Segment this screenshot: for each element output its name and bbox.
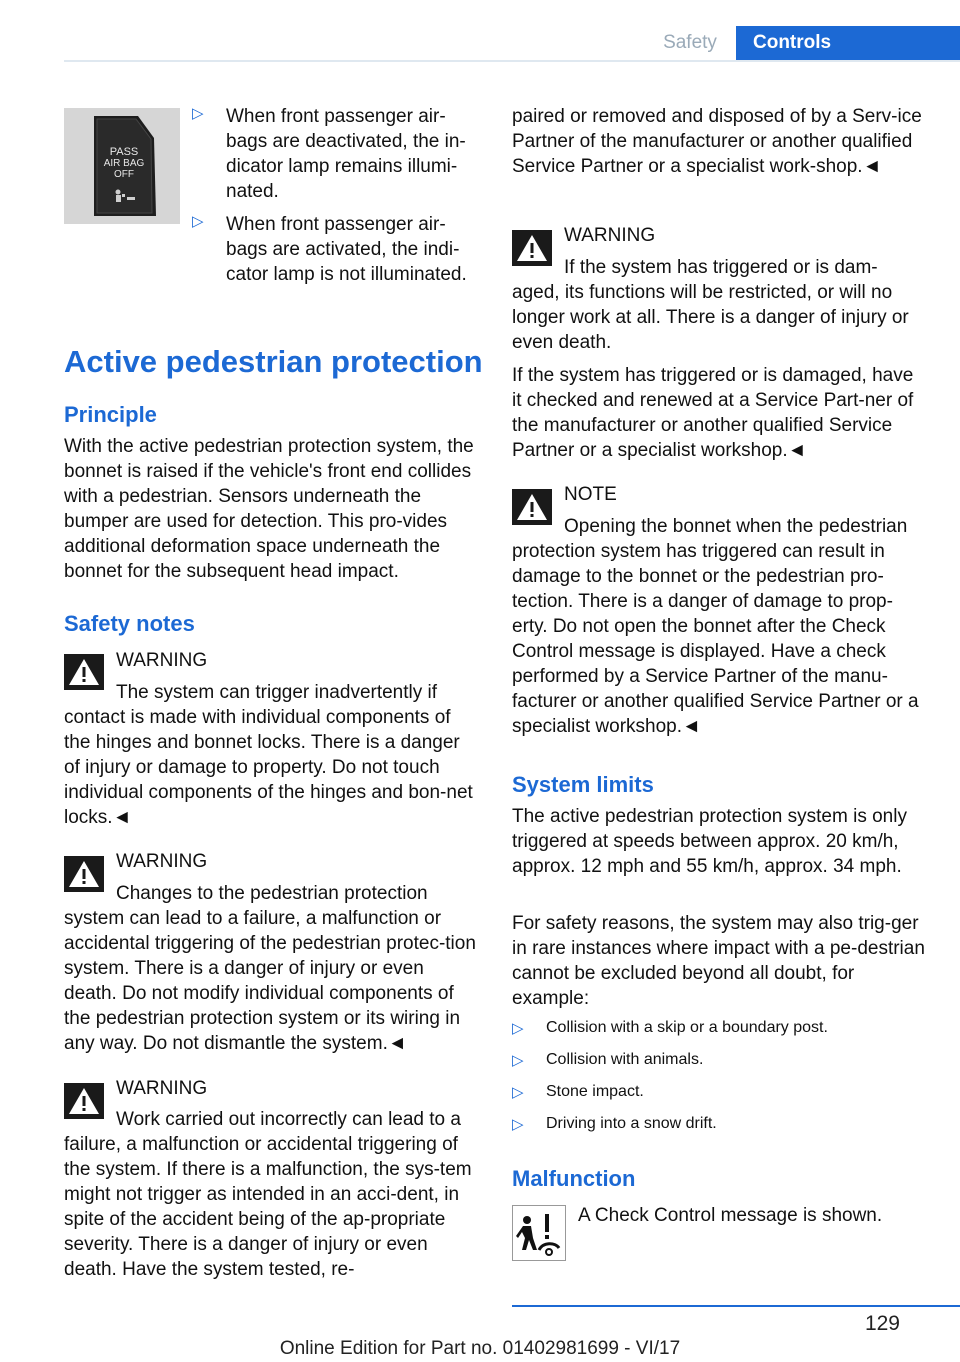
pedestrian-protection-warning-icon (512, 1205, 566, 1261)
system-limits-text2: For safety reasons, the system may also trig-ger in rare instances where impact with a pe-destrian cannot be excluded beyond all doubt, for example: (512, 913, 925, 1009)
airbag-indicator-image (64, 108, 180, 224)
bullet-triangle-icon: ▷ (512, 1052, 524, 1069)
airbag-lamp-icon (64, 108, 180, 224)
limits-bullet-2: ▷ Collision with animals. (512, 1051, 704, 1069)
system-limits-text: The active pedestrian protection system is only triggered at speeds between approx. 20 km/h, approx. 12 mph and 55 km/h, approx. 34 mph. (512, 806, 907, 877)
warning-label: WARNING (116, 650, 208, 671)
limits-bullet-1: ▷ Collision with a skip or a boundary post. (512, 1019, 828, 1037)
airbag-bullet-2: ▷ When front passenger air- bags are activated, the indi- cator lamp is not illuminated. (192, 213, 467, 285)
principle-heading: Principle (64, 402, 157, 427)
warning-label: WARNING (564, 225, 656, 246)
warning-text: Work carried out incorrectly can lead to a failure, a malfunction or accidental triggering of the system. If there is a malfunction, the sys-tem might not trigger as intended in an acci-dent, in spite of the accident being of the ap-propriate severity. There is a danger of injury or even death. Have the system tested, re- (64, 1109, 472, 1280)
system-limits-heading: System limits (512, 772, 654, 797)
malfunction-heading: Malfunction (512, 1166, 636, 1191)
safety-notes-heading: Safety notes (64, 611, 195, 636)
warning-text-rest: aged, its functions will be restricted, or will no longer work at all. There is a danger of injury or even death. (512, 282, 909, 353)
warning-text: The system can trigger inadvertently if contact is made with individual components of the hinges and bonnet locks. There is a danger of injury or damage to property. Do not touch individual components of the hinges and bon-net locks.◄ (64, 682, 473, 828)
warning-label: WARNING (116, 851, 208, 872)
bullet-triangle-icon: ▷ (192, 213, 204, 230)
airbag-lamp-line3: OFF (114, 169, 134, 180)
warning-para2: If the system has triggered or is damaged, have it checked and renewed at a Service Part-ner of the manufacturer or another qualified Service Partner or a specialist workshop.◄ (512, 365, 914, 461)
bullet-triangle-icon: ▷ (512, 1020, 524, 1037)
warning-text: Changes to the pedestrian protection system can lead to a failure, a malfunction or accidental triggering of the pedestrian protec-tion system. There is a danger of injury or even death. Do not modify individual components of the pedestrian protection system or its wiring in any way. Do not dismantle the system.◄ (64, 883, 476, 1054)
header-tab-controls: Controls (736, 26, 960, 60)
continued-text: paired or removed and disposed of by a Serv-ice Partner of the manufacturer or another qualified Service Partner or a specialist work-shop.◄ (512, 106, 922, 177)
header-rule (64, 60, 960, 62)
header-tab-safety: Safety (663, 32, 717, 53)
airbag-bullet-1: ▷ When front passenger air- bags are deactivated, the in- dicator lamp remains illumi- nated. (192, 105, 466, 202)
bullet-triangle-icon: ▷ (192, 105, 204, 122)
warning-text-line1: If the system has triggered or is dam- (564, 257, 878, 278)
footer-rule (512, 1305, 960, 1307)
airbag-lamp-line1: PASS (109, 146, 139, 158)
limits-bullet-4: ▷ Driving into a snow drift. (512, 1115, 717, 1133)
warning-icon (512, 230, 552, 266)
warning-label: WARNING (116, 1078, 208, 1099)
note-text-line1: Opening the bonnet when the pedestrian (564, 516, 908, 537)
note-text-rest: protection system has triggered can result in damage to the bonnet or the pedestrian pro-tection. There is a danger of damage to prop-erty. Do not open the bonnet after the Check Control message is displayed. Have a check performed by a Service Partner of the manu-facturer or another qualified Service Partner or a specialist workshop.◄ (512, 541, 919, 737)
bullet-triangle-icon: ▷ (512, 1116, 524, 1133)
note-icon (512, 489, 552, 525)
bullet-triangle-icon: ▷ (512, 1084, 524, 1101)
airbag-lamp-line2: AIR BAG (103, 158, 145, 169)
edition-footer: Online Edition for Part no. 01402981699 - VI/17 (279, 1338, 681, 1359)
page-number: 129 (864, 1312, 900, 1335)
malfunction-text: A Check Control message is shown. (578, 1205, 883, 1226)
note-label: NOTE (564, 484, 617, 505)
section-title: Active pedestrian protection (64, 344, 483, 379)
limits-bullet-3: ▷ Stone impact. (512, 1083, 644, 1101)
principle-text: With the active pedestrian protection system, the bonnet is raised if the vehicle's front end collides with a pedestrian. Sensors underneath the bumper are used for detection. This pro-vides additional deformation space underneath the bonnet for the subsequent head impact. (64, 436, 474, 582)
